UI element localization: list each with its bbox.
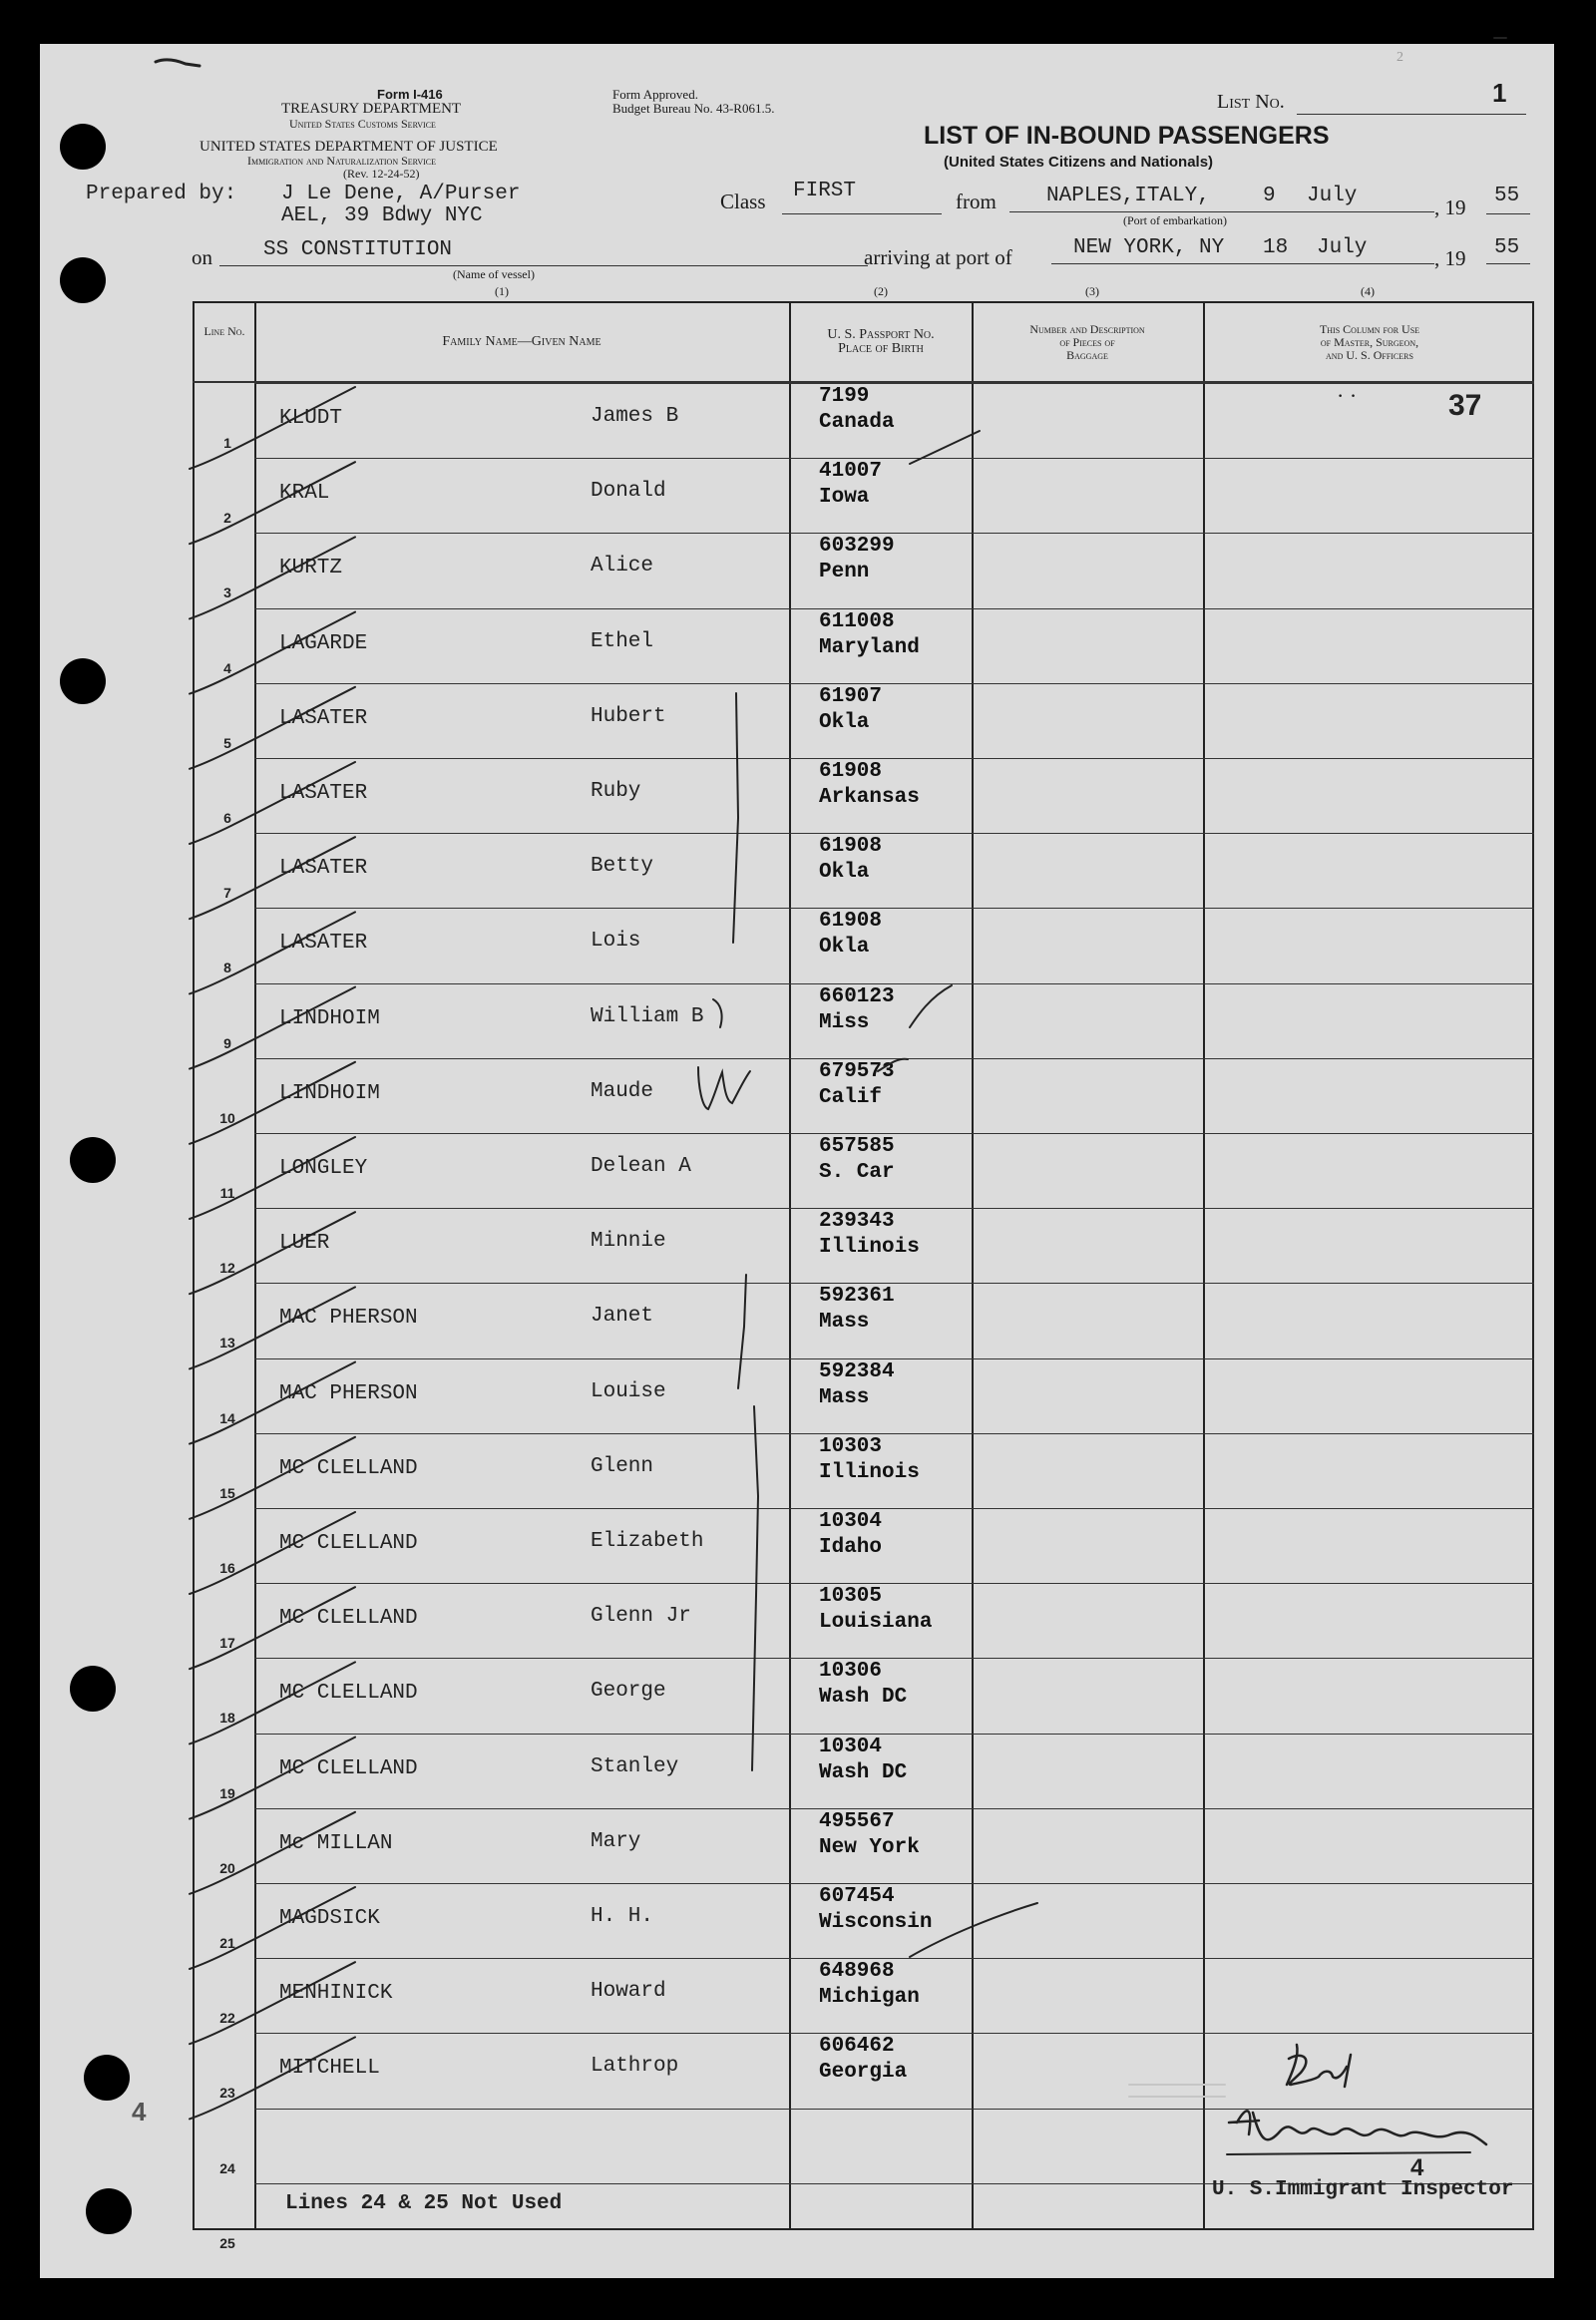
check-mark [190,1137,355,1219]
family-name: KURTZ [279,557,343,580]
passport-number: 61908 [819,835,883,859]
customs-service: United States Customs Service [289,117,436,131]
place-of-birth: Mass [819,1385,870,1409]
corner-mark: 2 [1396,50,1403,65]
check-mark [190,837,355,919]
col-passport-header-2: Place of Birth [838,341,924,356]
place-of-birth: Canada [819,411,895,434]
passport-number: 592384 [819,1359,895,1383]
passport-number: 611008 [819,609,895,633]
line-number: 13 [219,1335,235,1352]
check-mark [190,1738,355,1819]
place-of-birth: Okla [819,861,870,885]
place-of-birth: S. Car [819,1161,895,1184]
line-number: 19 [219,1784,235,1801]
class-label: Class [720,190,766,213]
family-name: LUER [279,1232,330,1256]
passport-number: 592361 [819,1285,895,1309]
line-number: 6 [223,810,231,826]
given-name: H. H. [591,1905,654,1928]
family-name: LASATER [279,932,368,956]
family-name: LAGARDE [279,631,368,655]
check-mark [910,1903,1037,1957]
line-number: 14 [219,1409,235,1426]
given-name: Ethel [591,629,654,653]
officer-dots: · · [1337,383,1358,408]
given-name: Glenn [591,1454,654,1478]
check-mark [190,687,355,769]
family-name: MC CLELLAND [279,1607,418,1631]
family-name: LASATER [279,782,368,805]
arrive-year: 55 [1494,236,1520,259]
given-name: Donald [591,480,666,504]
check-mark [190,1062,355,1144]
place-of-birth: Louisiana [819,1611,933,1635]
col-passport-header-1: U. S. Passport No. [827,327,935,342]
passport-number: 10306 [819,1660,883,1684]
bracket-mark [752,1406,758,1770]
line-number: 4 [223,659,231,676]
inspector-number: 4 [1410,2154,1424,2181]
given-name: Betty [591,855,654,879]
passport-number: 679573 [819,1059,895,1083]
passport-number: 603299 [819,535,895,559]
check-mark [190,1437,355,1519]
given-name: Mary [591,1829,641,1853]
place-of-birth: Penn [819,561,870,584]
passport-number: 660123 [819,984,895,1008]
document-subtitle: (United States Citizens and Nationals) [944,154,1214,171]
from-year: 55 [1494,185,1520,207]
place-of-birth: Arkansas [819,786,920,809]
check-mark [190,1212,355,1294]
col3-number: (3) [1085,284,1099,298]
col-baggage-header-2: of Pieces of [1059,335,1115,349]
from-place: NAPLES,ITALY, [1046,185,1210,207]
place-of-birth: Maryland [819,635,920,659]
line-number: 10 [219,1109,235,1126]
form-revision: (Rev. 12-24-52) [343,167,420,181]
check-mark [878,1059,908,1071]
check-mark [190,1287,355,1368]
from-day: 9 [1263,185,1276,207]
family-name: MC CLELLAND [279,1532,418,1555]
check-mark [190,1512,355,1594]
check-mark [190,762,355,844]
passport-number: 648968 [819,1960,895,1984]
given-name: James B [591,405,679,428]
check-mark [190,387,355,469]
family-name: MAC PHERSON [279,1381,418,1405]
arrive-place: NEW YORK, NY [1073,236,1225,259]
family-name: MAGDSICK [279,1907,380,1930]
given-name: Delean A [591,1155,691,1178]
col-baggage-header-1: Number and Description [1029,322,1145,336]
family-name: Mc MILLAN [279,1831,393,1855]
line-number: 7 [223,885,231,902]
given-name: Lathrop [591,2055,679,2079]
margin-mark [156,60,200,66]
check-mark [190,1812,355,1894]
from-label: from [956,190,997,213]
embarkation-caption: (Port of embarkation) [1123,213,1227,227]
w-mark [698,1067,750,1109]
given-name: Janet [591,1305,654,1329]
place-of-birth: Wash DC [819,1760,908,1784]
given-name: Glenn Jr [591,1605,691,1629]
vessel-caption: (Name of vessel) [453,267,535,281]
signature-mark [1229,2111,1486,2144]
line-number: 3 [223,584,231,601]
line-number: 23 [219,2085,235,2102]
from-month: July [1307,185,1358,207]
from-year-prefix: , 19 [1434,195,1466,219]
given-name: Stanley [591,1754,679,1778]
line-number: 15 [219,1484,235,1501]
place-of-birth: Illinois [819,1460,920,1484]
given-name: Ruby [591,780,641,803]
arriving-label: arriving at port of [864,245,1012,269]
check-mark [910,985,952,1027]
family-name: LINDHOIM [279,1081,380,1105]
given-name: Howard [591,1980,666,2004]
family-name: LASATER [279,706,368,730]
form-approved: Form Approved. [612,87,698,102]
check-mark [190,612,355,694]
col-officers-header-3: and U. S. Officers [1326,348,1413,362]
line-number: 24 [219,2159,235,2176]
place-of-birth: Georgia [819,2061,908,2085]
passport-number: 10304 [819,1510,883,1533]
col2-number: (2) [874,284,888,298]
given-name: Lois [591,930,641,954]
family-name: MAC PHERSON [279,1307,418,1331]
on-label: on [192,245,212,269]
check-mark [910,431,980,464]
stamp-mark [1129,2085,1225,2097]
col-officers-header-1: This Column for Use [1319,322,1420,336]
form-number: Form I-416 [377,87,443,102]
family-name: KLUDT [279,407,343,430]
signature-mark [1287,2045,1351,2087]
arrive-year-prefix: , 19 [1434,246,1466,270]
col-line-header: Line No. [203,324,245,338]
given-name: Elizabeth [591,1530,704,1553]
given-name: William B [591,1004,704,1028]
passport-number: 61908 [819,910,883,934]
place-of-birth: Iowa [819,486,870,510]
family-name: MC CLELLAND [279,1756,418,1780]
place-of-birth: Michigan [819,1986,920,2010]
check-mark [190,1887,355,1969]
place-of-birth: Miss [819,1010,870,1034]
check-mark [190,2037,355,2119]
given-name: Alice [591,555,654,579]
check-mark [190,537,355,618]
line-number: 22 [219,2010,235,2027]
given-name: Maude [591,1079,654,1103]
prepared-by-name: J Le Dene, A/Purser [281,183,521,205]
line-number: 25 [219,2234,235,2251]
passport-number: 41007 [819,460,883,484]
line-number: 9 [223,1034,231,1051]
passport-number: 10303 [819,1434,883,1458]
line-number: 11 [219,1185,235,1201]
family-name: LONGLEY [279,1157,368,1180]
bracket-mark [733,693,738,943]
passport-number: 7199 [819,385,870,408]
signature-mark [1227,2152,1470,2154]
list-no-value: 1 [1492,78,1507,108]
vessel-name: SS CONSTITUTION [263,238,453,261]
family-name: LINDHOIM [279,1006,380,1030]
prepared-by-label: Prepared by: [86,183,237,205]
passport-number: 10305 [819,1585,883,1609]
place-of-birth: Mass [819,1311,870,1335]
passport-number: 61908 [819,760,883,783]
bracket-mark [738,1275,746,1388]
given-name: Louise [591,1379,666,1403]
arrive-month: July [1317,236,1368,259]
family-name: MC CLELLAND [279,1456,418,1480]
place-of-birth: Wash DC [819,1686,908,1710]
check-mark [190,1962,355,2044]
check-mark [190,912,355,993]
check-mark [190,1587,355,1669]
line-number: 2 [223,510,231,527]
line-number: 20 [219,1859,235,1876]
officer-count: 37 [1448,389,1482,422]
prepared-by-address: AEL, 39 Bdwy NYC [281,204,483,227]
line-number: 12 [219,1260,235,1277]
check-mark [190,1362,355,1444]
given-name: George [591,1680,666,1704]
col-name-header: Family Name—Given Name [442,334,601,349]
line-number: 17 [219,1635,235,1652]
col-officers-header-2: of Master, Surgeon, [1320,335,1419,349]
check-mark [190,987,355,1069]
class-value: FIRST [793,180,857,202]
passport-number: 239343 [819,1210,895,1234]
family-name: MC CLELLAND [279,1682,418,1706]
inspector-title: U. S.Immigrant Inspector [1212,2178,1514,2201]
place-of-birth: New York [819,1835,920,1859]
given-name: Minnie [591,1230,666,1254]
lines-not-used-note: Lines 24 & 25 Not Used [285,2192,563,2215]
line-number: 16 [219,1560,235,1576]
line-number: 5 [223,734,231,751]
department-of-justice: UNITED STATES DEPARTMENT OF JUSTICE [200,139,498,155]
arrive-day: 18 [1263,236,1289,259]
place-of-birth: Wisconsin [819,1911,933,1934]
place-of-birth: Idaho [819,1536,883,1559]
family-name: LASATER [279,857,368,881]
check-mark [713,999,722,1027]
budget-bureau: Budget Bureau No. 43-R061.5. [612,101,775,116]
passport-number: 61907 [819,684,883,708]
line-number: 1 [223,435,231,451]
check-mark [190,462,355,544]
passport-number: 606462 [819,2035,895,2059]
col1-number: (1) [495,284,509,298]
passport-number: 495567 [819,1809,895,1833]
passport-number: 607454 [819,1885,895,1908]
list-no-label: List No. [1217,91,1285,113]
family-name: MITCHELL [279,2057,380,2081]
margin-number: 4 [132,2097,147,2127]
col-baggage-header-3: Baggage [1066,348,1108,362]
passport-number: 10304 [819,1735,883,1758]
line-number: 21 [219,1935,235,1951]
line-number: 8 [223,960,231,976]
passport-number: 657585 [819,1135,895,1158]
place-of-birth: Okla [819,936,870,960]
immigration-service: Immigration and Naturalization Service [247,154,437,168]
treasury-department: TREASURY DEPARTMENT [281,101,462,117]
given-name: Hubert [591,704,666,728]
place-of-birth: Okla [819,710,870,734]
col4-number: (4) [1361,284,1375,298]
family-name: MENHINICK [279,1982,393,2006]
place-of-birth: Illinois [819,1236,920,1260]
line-number: 18 [219,1710,235,1727]
document-title: LIST OF IN-BOUND PASSENGERS [924,122,1330,150]
place-of-birth: Calif [819,1085,883,1109]
family-name: KRAL [279,482,330,506]
check-mark [190,1662,355,1743]
